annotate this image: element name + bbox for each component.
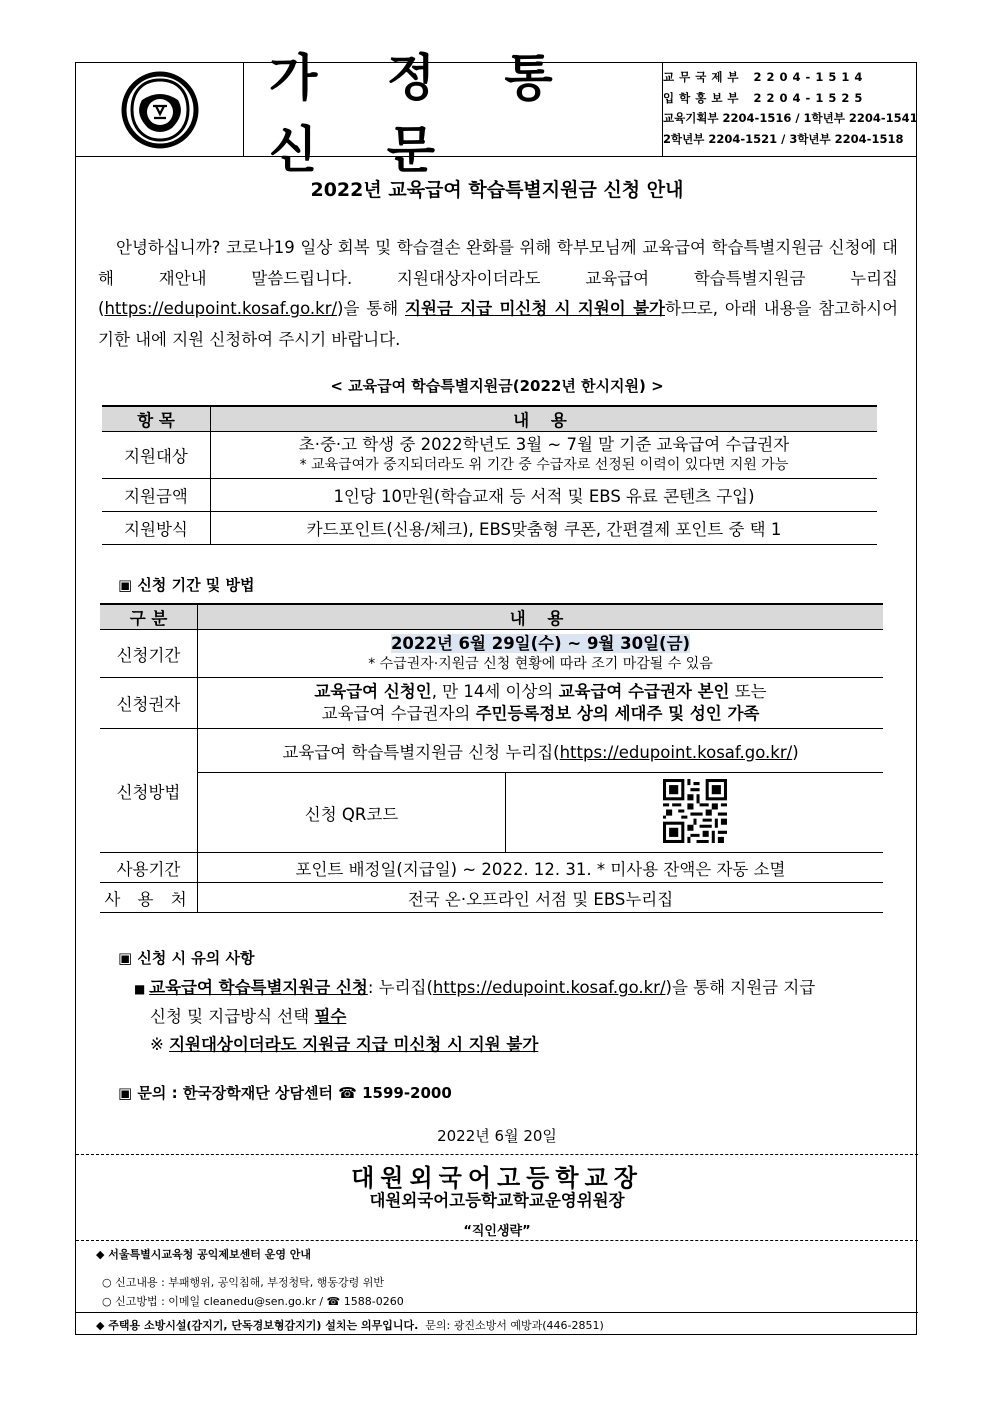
table1-row-label: 지원대상 bbox=[102, 432, 211, 479]
document-title: 2022년 교육급여 학습특별지원금 신청 안내 bbox=[310, 179, 684, 201]
newsletter-title-cell bbox=[243, 48, 663, 179]
table1-row-content: 카드포인트(신용/체크), EBS맞춤형 쿠폰, 간편결제 포인트 중 택 1 bbox=[211, 512, 878, 545]
table1-caption: < 교육급여 학습특별지원금(2022년 한시지원) > bbox=[330, 377, 664, 395]
table1-row-content: 1인당 10만원(학습교재 등 서적 및 EBS 유료 콘텐츠 구입) bbox=[211, 479, 878, 512]
support-table bbox=[102, 405, 877, 545]
footer-rule bbox=[76, 1312, 918, 1313]
use-period-label: 사용기간 bbox=[100, 853, 198, 883]
footer-line: ◆ 서울특별시교육청 공익제보센터 운영 안내 bbox=[96, 1248, 312, 1261]
table1-row-content: 초·중·고 학생 중 2022학년도 3월 ~ 7월 말 기준 교육급여 수급권자 * 교육급여가 중지되더라도 위 기간 중 수급자로 선정된 이력이 있다면 지원 가능 bbox=[211, 432, 878, 479]
method-link[interactable]: https://edupoint.kosaf.go.kr/ bbox=[559, 742, 793, 762]
committee-signature: 대원외국어고등학교학교운영위원장 bbox=[369, 1191, 625, 1210]
footer-divider bbox=[76, 1240, 918, 1241]
table1-row-label: 지원방식 bbox=[102, 512, 211, 545]
notes-caption: ▣ 신청 시 유의 사항 bbox=[118, 949, 255, 967]
dashed-divider bbox=[76, 1154, 918, 1155]
contact-row: 교무국제부 2204-1514 bbox=[663, 70, 868, 84]
contact-row: 입학홍보부 2204-1525 bbox=[663, 90, 868, 105]
newsletter-title: 가 정 통 신 문 bbox=[269, 48, 579, 179]
table1-header-content: 내 용 bbox=[211, 406, 878, 432]
school-logo-cell bbox=[76, 63, 244, 156]
notes-body: ■ 교육급여 학습특별지원금 신청: 누리집(https://edupoint.kosaf.go.kr/)을 통해 지원금 지급 신청 및 지급방식 선택 필수 ※ 지원대상이더라도 지원금 지급 미신청 시 지원 불가 bbox=[134, 978, 816, 1054]
inquiry: ▣ 문의 : 한국장학재단 상담센터 ☎ 1599-2000 bbox=[118, 1084, 452, 1102]
table2-header-item: 구 분 bbox=[100, 604, 198, 630]
qr-code-icon[interactable] bbox=[663, 779, 727, 843]
method-label: 신청방법 bbox=[100, 729, 198, 853]
table1-header-item: 항 목 bbox=[102, 406, 211, 432]
qr-label: 신청 QR코드 bbox=[198, 773, 506, 853]
footer-line: ◆ 주택용 소방시설(감지기, 단독경보형감지기) 설치는 의무입니다. 문의: 광진소방서 예방과(446-2851) bbox=[96, 1319, 604, 1332]
seal-omitted: “직인생략” bbox=[463, 1224, 531, 1239]
period-content: 2022년 6월 29일(수) ~ 9월 30일(금) * 수급권자·지원금 신청 현황에 따라 조기 마감될 수 있음 bbox=[198, 630, 884, 678]
qr-cell bbox=[506, 773, 884, 853]
application-table bbox=[100, 603, 883, 913]
notes-link[interactable]: https://edupoint.kosaf.go.kr/ bbox=[432, 978, 666, 997]
header bbox=[76, 48, 918, 179]
contact-row: 2학년부 2204-1521 / 3학년부 2204-1518 bbox=[663, 131, 904, 146]
principal-signature: 대원외국어고등학교장 bbox=[351, 1164, 643, 1192]
edupoint-link[interactable]: https://edupoint.kosaf.go.kr/ bbox=[104, 299, 338, 318]
intro-emphasis: 지원금 지급 미신청 시 지원이 불가 bbox=[405, 299, 665, 318]
period-highlight: 2022년 6월 29일(수) ~ 9월 30일(금) bbox=[390, 633, 691, 653]
issue-date: 2022년 6월 20일 bbox=[437, 1127, 557, 1145]
use-place-content: 전국 온·오프라인 서점 및 EBS누리집 bbox=[198, 883, 884, 913]
notes-warning: 지원대상이더라도 지원금 지급 미신청 시 지원 불가 bbox=[169, 1035, 539, 1054]
contact-list bbox=[663, 67, 918, 149]
applicant-label: 신청권자 bbox=[100, 678, 198, 729]
footer-line: ○ 신고방법 : 이메일 cleanedu@sen.go.kr / ☎ 1588-0260 bbox=[102, 1295, 404, 1308]
table1-row-label: 지원금액 bbox=[102, 479, 211, 512]
contact-row: 교육기획부 2204-1516 / 1학년부 2204-1541 bbox=[663, 111, 918, 125]
method-content: 교육급여 학습특별지원금 신청 누리집(https://edupoint.kosaf.go.kr/) bbox=[198, 729, 884, 773]
applicant-content: 교육급여 신청인, 만 14세 이상의 교육급여 수급권자 본인 또는 교육급여 수급권자의 주민등록정보 상의 세대주 및 성인 가족 bbox=[198, 678, 884, 729]
document-frame bbox=[75, 48, 918, 1335]
school-emblem-icon bbox=[120, 70, 200, 150]
period-label: 신청기간 bbox=[100, 630, 198, 678]
table2-caption: ▣ 신청 기간 및 방법 bbox=[118, 576, 255, 594]
use-period-content: 포인트 배정일(지급일) ~ 2022. 12. 31. * 미사용 잔액은 자동 소멸 bbox=[198, 853, 884, 883]
use-place-label: 사 용 처 bbox=[100, 883, 198, 913]
footer-line: ○ 신고내용 : 부패행위, 공익침해, 부정청탁, 행동강령 위반 bbox=[102, 1276, 385, 1289]
intro-paragraph: 안녕하십니까? 코로나19 일상 회복 및 학습결손 완화를 위해 학부모님께 교육급여 학습특별지원금 신청에 대해 재안내 말씀드립니다. 지원대상자이더라도 교육급여 학습특별지원금 누리집(https://edupoint.kosaf.go.kr/)을 통해 지원금 지급 미신청 시 지원이 불가하므로, 아래 내용을 참고하시어 기한 내에 지원 신청하여 주시기 바랍니다. bbox=[98, 238, 899, 349]
table2-header-content: 내 용 bbox=[198, 604, 884, 630]
